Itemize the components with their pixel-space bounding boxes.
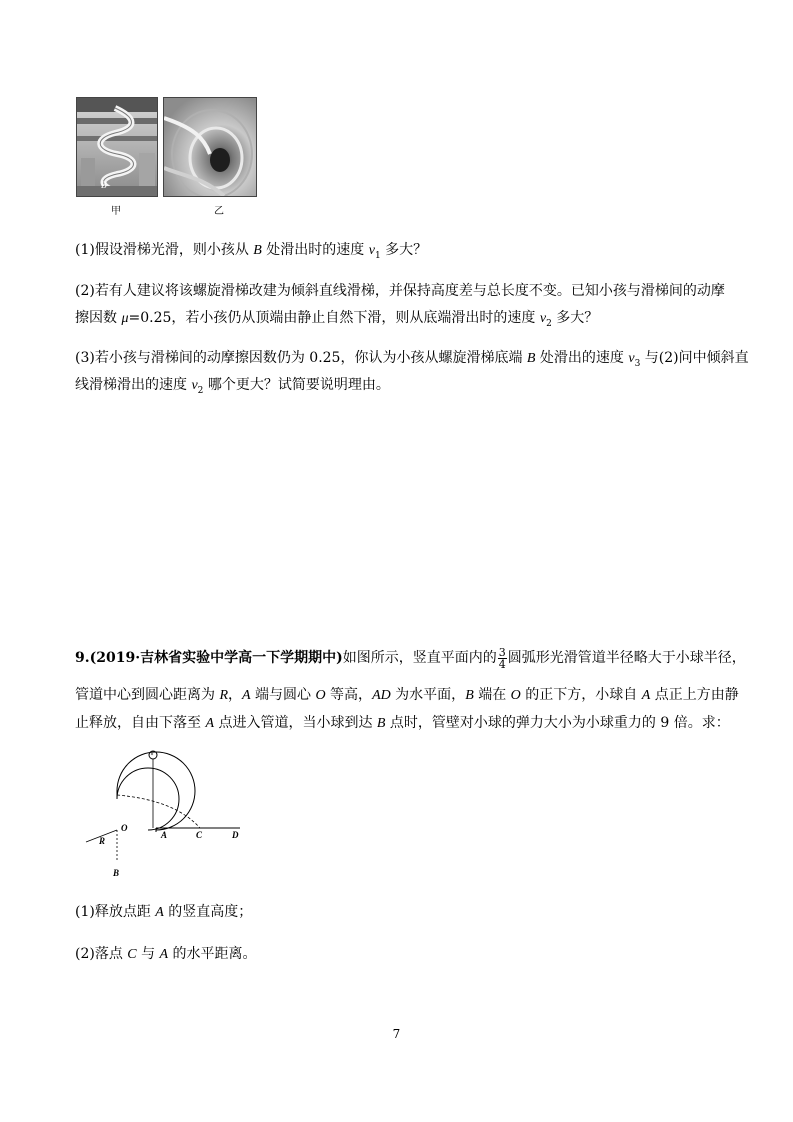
q8-part-2-line-2: 擦因数 μ=0.25，若小孩仍从顶端由静止自然下滑，则从底端滑出时的速度 $v_2$ 多大？ (75, 310, 599, 329)
label-b: B (113, 868, 120, 878)
q8-part-1: (1)假设滑梯光滑，则小孩从 B 处滑出时的速度 $v_1$ 多大？ (75, 242, 428, 261)
q9-sub-2: (2)落点 C 与 A 的水平距离。 (75, 946, 257, 962)
q8-part-3-line-2: 线滑梯滑出的速度 $v_2$ 哪个更大？试简要说明理由。 (75, 377, 390, 396)
page-number: 7 (392, 1027, 401, 1041)
pipe-inner-arc (117, 768, 179, 830)
q9-line-3: 止释放，自由下落至 A 点进入管道，当小球到达 B 点时，管壁对小球的弹力大小为小球重力的 9 倍。求： (75, 715, 730, 731)
slide-photo-left (76, 97, 158, 197)
trajectory-dashed (117, 795, 200, 828)
label-d: D (232, 830, 239, 840)
q9-line-2: 管道中心到圆心距离为 R，A 端与圆心 O 等高，AD 为水平面，B 端在 O 的正下方，小球自 A 点正上方由静 (75, 687, 739, 703)
caption-yi: 乙 (214, 206, 224, 217)
label-c: C (196, 830, 203, 840)
pipe-outer-arc (117, 752, 195, 830)
q8-part-3-line-1: (3)若小孩与滑梯间的动摩擦因数仍为 0.25，你认为小孩从螺旋滑梯底端 B 处滑出的速度 $v_3$ 与(2)问中倾斜直 (75, 350, 749, 369)
q9-source: (2019·吉林省实验中学高一下学期期中) (89, 650, 343, 666)
q9-line-1: 9.(2019·吉林省实验中学高一下学期期中)如图所示，竖直平面内的 $\frac{3}{4}$ 圆弧形光滑管道半径略大于小球半径， (75, 645, 746, 671)
q8-part-2-line-1: (2)若有人建议将该螺旋滑梯改建为倾斜直线滑梯，并保持高度差与总长度不变。已知小孩与滑梯间的动摩 (75, 283, 725, 299)
q9-number: 9. (75, 650, 90, 666)
slide-photo-right (163, 97, 257, 197)
pipe-diagram (70, 748, 250, 880)
photo-label-b: B (101, 180, 107, 190)
fraction-three-quarters: $\frac{3}{4}$ (498, 645, 506, 671)
label-r: R (99, 836, 106, 846)
label-o: O (121, 823, 128, 833)
q9-sub-1: (1)释放点距 A 的竖直高度； (75, 904, 253, 920)
caption-jia: 甲 (111, 206, 121, 217)
label-a: A (161, 830, 168, 840)
